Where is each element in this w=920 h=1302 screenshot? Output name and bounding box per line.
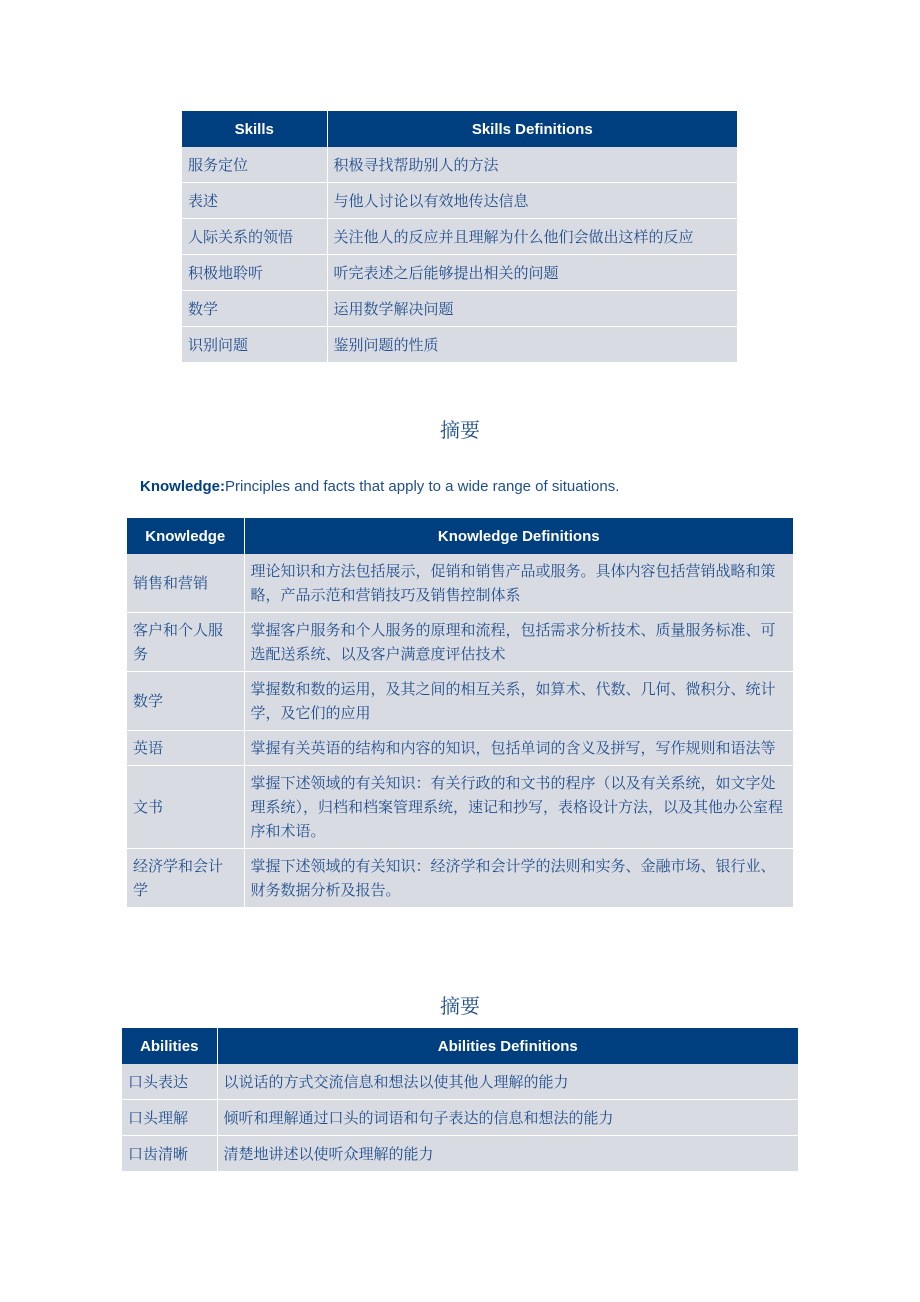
ability-definition: 清楚地讲述以使听众理解的能力 <box>217 1136 798 1172</box>
skill-definition: 积极寻找帮助别人的方法 <box>327 147 737 183</box>
skill-name: 积极地聆听 <box>182 255 327 291</box>
skill-definition: 听完表述之后能够提出相关的问题 <box>327 255 737 291</box>
abilities-table <box>122 1028 798 1172</box>
ability-name: 口齿清晰 <box>122 1136 217 1172</box>
column-header: Skills Definitions <box>327 111 737 147</box>
skill-definition: 鉴别问题的性质 <box>327 327 737 363</box>
ability-name: 口头理解 <box>122 1100 217 1136</box>
table-header-row <box>127 518 793 554</box>
knowledge-intro-label: Knowledge: <box>140 478 225 495</box>
knowledge-definition: 掌握有关英语的结构和内容的知识，包括单词的含义及拼写，写作规则和语法等 <box>244 731 793 766</box>
table-row <box>127 672 793 731</box>
skill-name: 数学 <box>182 291 327 327</box>
knowledge-name: 经济学和会计学 <box>127 849 244 908</box>
skill-name: 服务定位 <box>182 147 327 183</box>
summary-heading: 摘要 <box>440 994 480 1018</box>
table-row <box>122 1100 798 1136</box>
knowledge-definition: 掌握下述领域的有关知识：经济学和会计学的法则和实务、金融市场、银行业、财务数据分析及报告。 <box>244 849 793 908</box>
knowledge-intro-text: Principles and facts that apply to a wide range of situations. <box>225 478 620 495</box>
table-row <box>127 554 793 613</box>
table-row <box>127 731 793 766</box>
skill-name: 识别问题 <box>182 327 327 363</box>
skills-table <box>182 111 737 363</box>
knowledge-name: 销售和营销 <box>127 554 244 613</box>
column-header: Knowledge Definitions <box>244 518 793 554</box>
table-row <box>127 766 793 849</box>
skill-name: 表述 <box>182 183 327 219</box>
knowledge-table <box>127 518 793 908</box>
knowledge-name: 数学 <box>127 672 244 731</box>
ability-definition: 以说话的方式交流信息和想法以使其他人理解的能力 <box>217 1064 798 1100</box>
skill-name: 人际关系的领悟 <box>182 219 327 255</box>
column-header: Knowledge <box>127 518 244 554</box>
table-row <box>127 613 793 672</box>
ability-name: 口头表达 <box>122 1064 217 1100</box>
skill-definition: 运用数学解决问题 <box>327 291 737 327</box>
table-row <box>122 1136 798 1172</box>
table-row <box>182 219 737 255</box>
knowledge-definition: 理论知识和方法包括展示，促销和销售产品或服务。具体内容包括营销战略和策略，产品示范和营销技巧及销售控制体系 <box>244 554 793 613</box>
knowledge-intro <box>140 478 619 495</box>
knowledge-name: 客户和个人服务 <box>127 613 244 672</box>
knowledge-name: 英语 <box>127 731 244 766</box>
skill-definition: 关注他人的反应并且理解为什么他们会做出这样的反应 <box>327 219 737 255</box>
column-header: Skills <box>182 111 327 147</box>
summary-heading: 摘要 <box>440 418 480 442</box>
table-row <box>182 255 737 291</box>
column-header: Abilities Definitions <box>217 1028 798 1064</box>
table-header-row <box>122 1028 798 1064</box>
knowledge-definition: 掌握客户服务和个人服务的原理和流程，包括需求分析技术、质量服务标准、可选配送系统、以及客户满意度评估技术 <box>244 613 793 672</box>
table-row <box>182 327 737 363</box>
table-row <box>182 291 737 327</box>
table-row <box>182 147 737 183</box>
knowledge-definition: 掌握数和数的运用，及其之间的相互关系，如算术、代数、几何、微积分、统计学，及它们的应用 <box>244 672 793 731</box>
column-header: Abilities <box>122 1028 217 1064</box>
ability-definition: 倾听和理解通过口头的词语和句子表达的信息和想法的能力 <box>217 1100 798 1136</box>
knowledge-definition: 掌握下述领域的有关知识：有关行政的和文书的程序（以及有关系统，如文字处理系统），归档和档案管理系统，速记和抄写，表格设计方法，以及其他办公室程序和术语。 <box>244 766 793 849</box>
table-row <box>127 849 793 908</box>
table-row <box>182 183 737 219</box>
knowledge-name: 文书 <box>127 766 244 849</box>
table-header-row <box>182 111 737 147</box>
skill-definition: 与他人讨论以有效地传达信息 <box>327 183 737 219</box>
table-row <box>122 1064 798 1100</box>
